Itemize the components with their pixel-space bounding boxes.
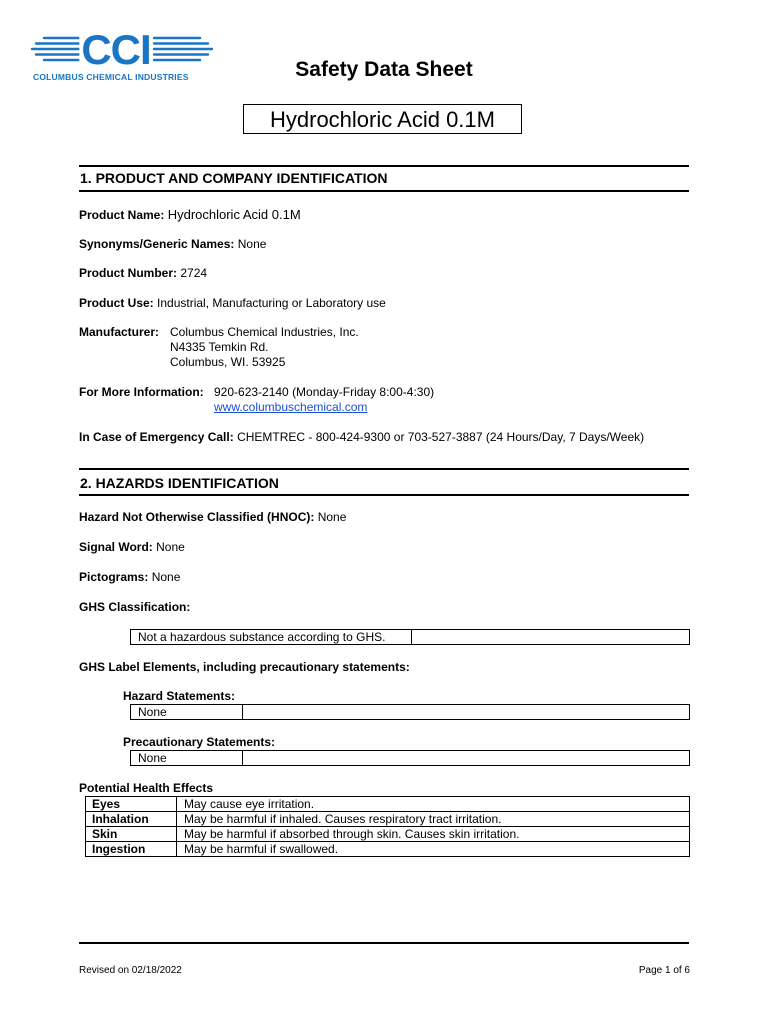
logo-mark: CCI xyxy=(81,26,151,73)
health-effects-label: Potential Health Effects xyxy=(79,781,214,795)
health-route: Skin xyxy=(86,827,177,842)
table-row xyxy=(131,630,690,645)
signal-word-label: Signal Word: xyxy=(79,540,153,554)
synonyms-value: None xyxy=(237,237,267,251)
precautionary-statement-cell xyxy=(243,751,690,766)
section-divider xyxy=(79,468,689,470)
product-name-row xyxy=(79,207,301,222)
company-website-link[interactable]: www.columbuschemical.com xyxy=(214,400,368,414)
hnoc-value: None xyxy=(317,510,347,524)
footer-divider xyxy=(79,942,689,944)
revision-date: Revised on 02/18/2022 xyxy=(79,965,182,976)
page-number: Page 1 of 6 xyxy=(638,965,690,976)
precautionary-statements-table xyxy=(130,750,690,766)
hazard-statement-cell xyxy=(243,705,690,720)
product-name-value: Hydrochloric Acid 0.1M xyxy=(167,207,301,222)
manufacturer-line: Columbus, WI. 53925 xyxy=(170,355,286,369)
health-route: Inhalation xyxy=(86,812,177,827)
document-title: Safety Data Sheet xyxy=(295,58,473,81)
table-row xyxy=(86,842,690,857)
more-info-label: For More Information: xyxy=(79,385,204,399)
health-effect: May cause eye irritation. xyxy=(177,797,690,812)
product-number-row xyxy=(79,266,207,280)
section-divider xyxy=(79,190,689,192)
pictograms-value: None xyxy=(151,570,181,584)
product-use-value: Industrial, Manufacturing or Laboratory use xyxy=(157,296,386,310)
signal-word-value: None xyxy=(156,540,185,554)
section-1-heading: 1. PRODUCT AND COMPANY IDENTIFICATION xyxy=(80,170,388,186)
ghs-classification-label: GHS Classification: xyxy=(79,600,191,614)
table-row xyxy=(86,812,690,827)
health-effect: May be harmful if absorbed through skin. Causes skin irritation. xyxy=(177,827,690,842)
emergency-value: CHEMTREC - 800-424-9300 or 703-527-3887 (24 Hours/Day, 7 Days/Week) xyxy=(237,430,645,444)
product-number-value: 2724 xyxy=(180,266,208,280)
ghs-label-elements-heading: GHS Label Elements, including precautionary statements: xyxy=(79,660,410,674)
product-number-label: Product Number: xyxy=(79,266,178,280)
hazard-statements-label: Hazard Statements: xyxy=(123,689,236,703)
precautionary-statements-label: Precautionary Statements: xyxy=(123,735,276,749)
table-row xyxy=(86,797,690,812)
health-effect: May be harmful if swallowed. xyxy=(177,842,690,857)
product-use-row xyxy=(79,296,386,310)
hazard-statements-table xyxy=(130,704,690,720)
pictograms-label: Pictograms: xyxy=(79,570,149,584)
hnoc-row xyxy=(79,510,346,524)
logo-tagline: COLUMBUS CHEMICAL INDUSTRIES xyxy=(33,72,189,82)
health-effect: May be harmful if inhaled. Causes respiratory tract irritation. xyxy=(177,812,690,827)
table-row xyxy=(86,827,690,842)
health-route: Eyes xyxy=(86,797,177,812)
ghs-classification-cell xyxy=(412,630,690,645)
manufacturer-address xyxy=(170,325,359,370)
more-info-phone: 920-623-2140 (Monday-Friday 8:00-4:30) xyxy=(214,385,435,399)
ghs-classification-table xyxy=(130,629,690,645)
health-route: Ingestion xyxy=(86,842,177,857)
section-2-heading: 2. HAZARDS IDENTIFICATION xyxy=(80,475,279,491)
synonyms-label: Synonyms/Generic Names: xyxy=(79,237,235,251)
product-name-label: Product Name: xyxy=(79,208,165,222)
pictograms-row xyxy=(79,570,180,584)
product-title-box: Hydrochloric Acid 0.1M xyxy=(243,104,522,134)
table-row xyxy=(131,705,690,720)
manufacturer-label: Manufacturer: xyxy=(79,325,160,339)
emergency-label: In Case of Emergency Call: xyxy=(79,430,234,444)
hazard-statement-cell: None xyxy=(131,705,243,720)
section-divider xyxy=(79,494,689,496)
manufacturer-line: N4335 Temkin Rd. xyxy=(170,340,269,354)
table-row xyxy=(131,751,690,766)
section-divider xyxy=(79,165,689,167)
signal-word-row xyxy=(79,540,185,554)
health-effects-table xyxy=(85,796,690,857)
product-use-label: Product Use: xyxy=(79,296,154,310)
synonyms-row xyxy=(79,237,266,251)
manufacturer-line: Columbus Chemical Industries, Inc. xyxy=(170,325,359,339)
hnoc-label: Hazard Not Otherwise Classified (HNOC): xyxy=(79,510,315,524)
emergency-row xyxy=(79,430,644,444)
more-info-values xyxy=(214,385,434,415)
precautionary-statement-cell: None xyxy=(131,751,243,766)
ghs-classification-cell: Not a hazardous substance according to GHS. xyxy=(131,630,412,645)
